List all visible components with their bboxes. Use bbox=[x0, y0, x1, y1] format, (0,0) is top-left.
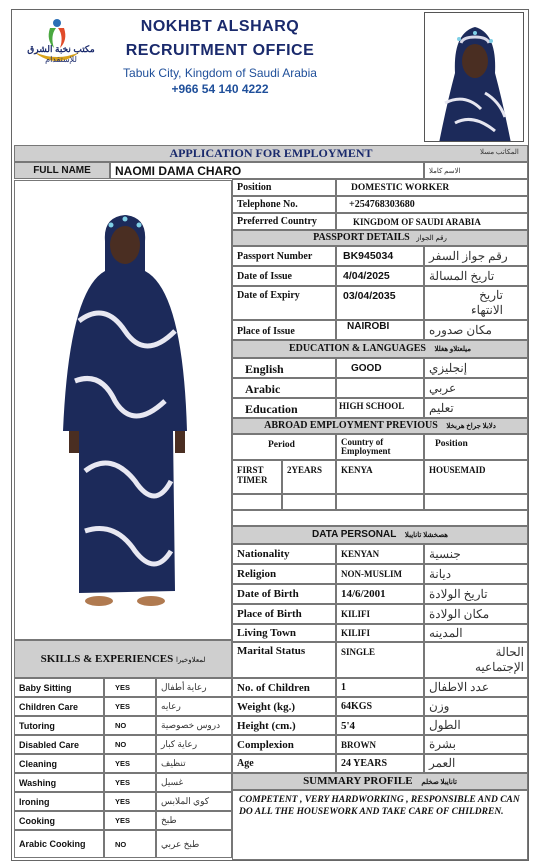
complexion-ar: بشرة bbox=[424, 735, 528, 754]
weight-value: 64KGS bbox=[336, 697, 424, 716]
age-value: 24 YEARS bbox=[336, 754, 424, 773]
application-title-text: APPLICATION FOR EMPLOYMENT bbox=[169, 146, 373, 160]
abroad-col-position: Position bbox=[424, 434, 528, 460]
abroad-blank-4 bbox=[424, 494, 528, 510]
skill-label: Ironing bbox=[14, 792, 104, 811]
skill-ar: تنظيف bbox=[156, 754, 232, 773]
full-name-label: FULL NAME bbox=[14, 162, 110, 179]
summary-section-title bbox=[232, 773, 528, 790]
nationality-value: KENYAN bbox=[336, 544, 424, 564]
english-value: GOOD bbox=[336, 358, 424, 378]
skill-label: Cleaning bbox=[14, 754, 104, 773]
skill-label: Children Care bbox=[14, 697, 104, 716]
expiry-date-label: Date of Expiry bbox=[232, 286, 336, 320]
passport-number-value: BK945034 bbox=[336, 246, 424, 266]
abroad-blank-1 bbox=[232, 494, 282, 510]
skill-value: YES bbox=[104, 697, 156, 716]
skill-ar: طبخ bbox=[156, 811, 232, 830]
passport-title-ar: رقم الجواز bbox=[416, 234, 447, 242]
skill-label: Disabled Care bbox=[14, 735, 104, 754]
english-ar: إنجليزي bbox=[424, 358, 528, 378]
education-label: Education bbox=[232, 398, 336, 418]
passport-title-text: PASSPORT DETAILS bbox=[313, 232, 410, 243]
marital-status-ar-cell bbox=[424, 642, 528, 678]
abroad-position: HOUSEMAID bbox=[424, 460, 528, 494]
abroad-country: KENYA bbox=[336, 460, 424, 494]
education-ar: تعليم bbox=[424, 398, 528, 418]
expiry-date-ar-1: تاريخ bbox=[479, 288, 503, 302]
passport-number-ar: رقم جواز السفر bbox=[424, 246, 528, 266]
abroad-blank-3 bbox=[336, 494, 424, 510]
skill-value: NO bbox=[104, 735, 156, 754]
living-town-label: Living Town bbox=[232, 624, 336, 642]
expiry-date-ar-2: الانتهاء bbox=[471, 303, 503, 317]
application-title-ar: المكاتب مسلا bbox=[480, 148, 519, 156]
marital-status-value: SINGLE bbox=[336, 642, 424, 678]
abroad-row-label: FIRST TIMER bbox=[232, 460, 282, 494]
skill-ar: رعاية أطفال bbox=[156, 678, 232, 697]
full-name-value: NAOMI DAMA CHARO bbox=[110, 162, 424, 179]
skill-value: YES bbox=[104, 811, 156, 830]
arabic-value bbox=[336, 378, 424, 398]
living-town-ar: المدينه bbox=[424, 624, 528, 642]
marital-status-label: Marital Status bbox=[232, 642, 336, 678]
office-name: RECRUITMENT OFFICE bbox=[125, 42, 315, 59]
marital-status-ar-1: الحالة bbox=[495, 645, 524, 659]
skill-label: Cooking bbox=[14, 811, 104, 830]
complexion-value: BROWN bbox=[336, 735, 424, 754]
children-count-value: 1 bbox=[336, 678, 424, 697]
place-of-issue-label: Place of Issue bbox=[232, 320, 336, 340]
weight-ar: وزن bbox=[424, 697, 528, 716]
age-label: Age bbox=[232, 754, 336, 773]
skill-ar: غسيل bbox=[156, 773, 232, 792]
skill-ar: كوي الملابس bbox=[156, 792, 232, 811]
arabic-ar: عربي bbox=[424, 378, 528, 398]
preferred-country-label: Preferred Country bbox=[232, 213, 336, 230]
height-value: 5'4 bbox=[336, 716, 424, 735]
skills-title-ar: لمعلاوخيرا bbox=[176, 656, 206, 664]
issue-date-ar: تاريخ المسالة bbox=[424, 266, 528, 286]
portrait-photo-small bbox=[424, 12, 524, 142]
skill-value: NO bbox=[104, 830, 156, 858]
office-location: Tabuk City, Kingdom of Saudi Arabia bbox=[123, 66, 317, 80]
height-ar: الطول bbox=[424, 716, 528, 735]
skill-ar: طبخ عربي bbox=[156, 830, 232, 858]
education-section-title bbox=[232, 340, 528, 358]
skill-label: Tutoring bbox=[14, 716, 104, 735]
summary-text: COMPETENT , VERY HARDWORKING , RESPONSIBLE AND CAN DO ALL THE HOUSEWORK AND TAKE CARE OF CHILDREN. bbox=[232, 790, 528, 860]
age-ar: العمر bbox=[424, 754, 528, 773]
abroad-title-text: ABROAD EMPLOYMENT PREVIOUS bbox=[264, 420, 438, 431]
place-of-issue-value: NAIROBI bbox=[336, 320, 424, 340]
skill-value: YES bbox=[104, 773, 156, 792]
personal-title-ar: هصخشلا تانايبلا bbox=[404, 532, 448, 539]
skill-value: YES bbox=[104, 678, 156, 697]
preferred-country-value: KINGDOM OF SAUDI ARABIA bbox=[336, 213, 528, 230]
education-value: HIGH SCHOOL bbox=[336, 398, 424, 418]
application-title bbox=[14, 145, 528, 162]
skill-label: Washing bbox=[14, 773, 104, 792]
skills-section-title bbox=[14, 640, 232, 678]
skill-value: NO bbox=[104, 716, 156, 735]
english-label: English bbox=[232, 358, 336, 378]
header-text bbox=[100, 18, 340, 96]
skill-value: YES bbox=[104, 792, 156, 811]
logo-text-ar-2: للإستقدام bbox=[45, 55, 77, 64]
summary-title-text: SUMMARY PROFILE bbox=[303, 775, 413, 787]
pob-label: Place of Birth bbox=[232, 604, 336, 624]
skill-value: YES bbox=[104, 754, 156, 773]
passport-number-label: Passport Number bbox=[232, 246, 336, 266]
skill-label: Baby Sitting bbox=[14, 678, 104, 697]
complexion-label: Complexion bbox=[232, 735, 336, 754]
pob-ar: مكان الولادة bbox=[424, 604, 528, 624]
nationality-label: Nationality bbox=[232, 544, 336, 564]
dob-label: Date of Birth bbox=[232, 584, 336, 604]
abroad-blank-row bbox=[232, 510, 528, 526]
abroad-col-period: Period bbox=[268, 440, 295, 450]
full-name-ar: الاسم كاملا bbox=[424, 162, 528, 179]
company-name: NOKHBT ALSHARQ bbox=[140, 18, 300, 35]
abroad-section-title bbox=[232, 418, 528, 434]
skill-ar: دروس خصوصية bbox=[156, 716, 232, 735]
issue-date-label: Date of Issue bbox=[232, 266, 336, 286]
skills-title-text: SKILLS & EXPERIENCES bbox=[40, 653, 174, 665]
weight-label: Weight (kg.) bbox=[232, 697, 336, 716]
place-of-issue-ar: مكان صدوره bbox=[424, 320, 528, 340]
education-title-text: EDUCATION & LANGUAGES bbox=[288, 343, 426, 354]
living-town-value: KILIFI bbox=[336, 624, 424, 642]
abroad-title-ar: دلابلا جراخ هربخلا bbox=[446, 422, 496, 430]
company-logo bbox=[14, 14, 100, 72]
telephone-value: +254768303680 bbox=[336, 196, 528, 213]
personal-title-text: DATA PERSONAL bbox=[312, 529, 397, 540]
office-phone: +966 54 140 4222 bbox=[171, 82, 269, 96]
skill-ar: رعاية كبار bbox=[156, 735, 232, 754]
education-title-ar: ميلعتلاو هغللا bbox=[434, 345, 472, 353]
skill-ar: رعايه bbox=[156, 697, 232, 716]
religion-value: NON-MUSLIM bbox=[336, 564, 424, 584]
expiry-date-value: 03/04/2035 bbox=[336, 286, 424, 320]
nationality-ar: جنسية bbox=[424, 544, 528, 564]
children-count-label: No. of Children bbox=[232, 678, 336, 697]
personal-section-title bbox=[232, 526, 528, 544]
religion-label: Religion bbox=[232, 564, 336, 584]
position-value: DOMESTIC WORKER bbox=[336, 179, 528, 196]
abroad-blank-2 bbox=[282, 494, 336, 510]
logo-text-ar: مكتب نخبة الشرق bbox=[27, 44, 95, 54]
religion-ar: ديانة bbox=[424, 564, 528, 584]
telephone-label: Telephone No. bbox=[232, 196, 336, 213]
position-label: Position bbox=[232, 179, 336, 196]
passport-section-title bbox=[232, 230, 528, 246]
arabic-label: Arabic bbox=[232, 378, 336, 398]
dob-ar: تاريخ الولادة bbox=[424, 584, 528, 604]
summary-title-ar: تانايبلا صخلم bbox=[421, 778, 457, 786]
pob-value: KILIFI bbox=[336, 604, 424, 624]
issue-date-value: 4/04/2025 bbox=[336, 266, 424, 286]
portrait-photo-full bbox=[14, 180, 232, 640]
children-count-ar: عدد الاطفال bbox=[424, 678, 528, 697]
abroad-col-country: Country of Employment bbox=[336, 434, 424, 460]
marital-status-ar-2: الإجتماعيه bbox=[474, 660, 524, 674]
skill-label: Arabic Cooking bbox=[14, 830, 104, 858]
abroad-period: 2YEARS bbox=[282, 460, 336, 494]
height-label: Height (cm.) bbox=[232, 716, 336, 735]
dob-value: 14/6/2001 bbox=[336, 584, 424, 604]
expiry-date-ar-cell bbox=[424, 286, 528, 320]
